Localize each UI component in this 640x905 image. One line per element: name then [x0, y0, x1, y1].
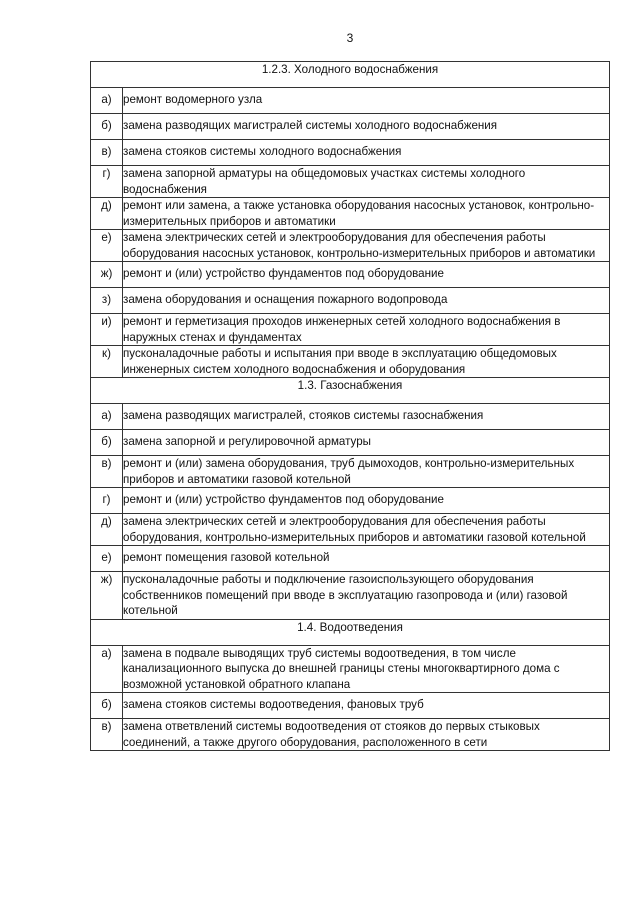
item-text: замена запорной арматуры на общедомовых участках системы холодного водоснабжения [123, 166, 610, 198]
item-text: ремонт водомерного узла [123, 88, 610, 114]
item-letter: г) [91, 488, 123, 514]
item-text: ремонт и герметизация проходов инженерных сетей холодного водоснабжения в наружных стенах и фундаментах [123, 314, 610, 346]
table-row [91, 514, 610, 546]
item-letter: к) [91, 346, 123, 378]
item-text: замена запорной и регулировочной арматуры [123, 430, 610, 456]
item-letter: а) [91, 88, 123, 114]
table-row [91, 488, 610, 514]
item-letter: б) [91, 693, 123, 719]
works-table-body [91, 62, 610, 751]
item-text: ремонт и (или) устройство фундаментов под оборудование [123, 488, 610, 514]
item-letter: в) [91, 456, 123, 488]
item-text: ремонт и (или) устройство фундаментов под оборудование [123, 262, 610, 288]
table-row [91, 430, 610, 456]
item-letter: б) [91, 114, 123, 140]
table-row [91, 88, 610, 114]
item-letter: е) [91, 546, 123, 572]
item-letter: з) [91, 288, 123, 314]
item-text: замена ответвлений системы водоотведения от стояков до первых стыковых соединений, а также другого оборудования, расположенного в сети [123, 719, 610, 751]
item-text: замена стояков системы холодного водоснабжения [123, 140, 610, 166]
item-letter: и) [91, 314, 123, 346]
item-text: ремонт помещения газовой котельной [123, 546, 610, 572]
section-title: 1.3. Газоснабжения [91, 378, 610, 404]
item-letter: е) [91, 230, 123, 262]
table-row [91, 198, 610, 230]
table-row [91, 719, 610, 751]
table-row [91, 456, 610, 488]
item-letter: а) [91, 645, 123, 693]
table-row [91, 546, 610, 572]
section-title: 1.2.3. Холодного водоснабжения [91, 62, 610, 88]
table-row [91, 140, 610, 166]
item-letter: ж) [91, 262, 123, 288]
table-row [91, 645, 610, 693]
section-title: 1.4. Водоотведения [91, 619, 610, 645]
item-text: замена электрических сетей и электрооборудования для обеспечения работы оборудования, контрольно-измерительных приборов и автоматики газовой котельной [123, 514, 610, 546]
table-row [91, 166, 610, 198]
works-table [90, 61, 610, 751]
item-text: замена в подвале выводящих труб системы водоотведения, в том числе канализационного выпуска до внешней границы стены многоквартирного дома с возможной установкой обратного клапана [123, 645, 610, 693]
section-header-row [91, 62, 610, 88]
section-header-row [91, 619, 610, 645]
table-row [91, 230, 610, 262]
item-letter: б) [91, 430, 123, 456]
item-text: замена оборудования и оснащения пожарного водопровода [123, 288, 610, 314]
section-header-row [91, 378, 610, 404]
item-letter: а) [91, 404, 123, 430]
table-row [91, 572, 610, 620]
item-text: ремонт и (или) замена оборудования, труб дымоходов, контрольно-измерительных приборов и автоматики газовой котельной [123, 456, 610, 488]
item-text: замена электрических сетей и электрооборудования для обеспечения работы оборудования насосных установок, контрольно-измерительных приборов и автоматики [123, 230, 610, 262]
item-letter: ж) [91, 572, 123, 620]
table-row [91, 114, 610, 140]
table-row [91, 262, 610, 288]
item-text: ремонт или замена, а также установка оборудования насосных установок, контрольно-измерительных приборов и автоматики [123, 198, 610, 230]
table-row [91, 288, 610, 314]
item-text: замена стояков системы водоотведения, фановых труб [123, 693, 610, 719]
item-text: пусконаладочные работы и испытания при вводе в эксплуатацию общедомовых инженерных систем холодного водоснабжения и оборудования [123, 346, 610, 378]
item-text: пусконаладочные работы и подключение газоиспользующего оборудования собственников помещений при вводе в эксплуатацию газопровода и (или) газовой котельной [123, 572, 610, 620]
table-row [91, 346, 610, 378]
item-letter: д) [91, 198, 123, 230]
page-number: 3 [346, 31, 354, 45]
item-letter: в) [91, 140, 123, 166]
table-row [91, 404, 610, 430]
table-row [91, 314, 610, 346]
item-text: замена разводящих магистралей системы холодного водоснабжения [123, 114, 610, 140]
table-row [91, 693, 610, 719]
item-text: замена разводящих магистралей, стояков системы газоснабжения [123, 404, 610, 430]
item-letter: д) [91, 514, 123, 546]
item-letter: г) [91, 166, 123, 198]
item-letter: в) [91, 719, 123, 751]
